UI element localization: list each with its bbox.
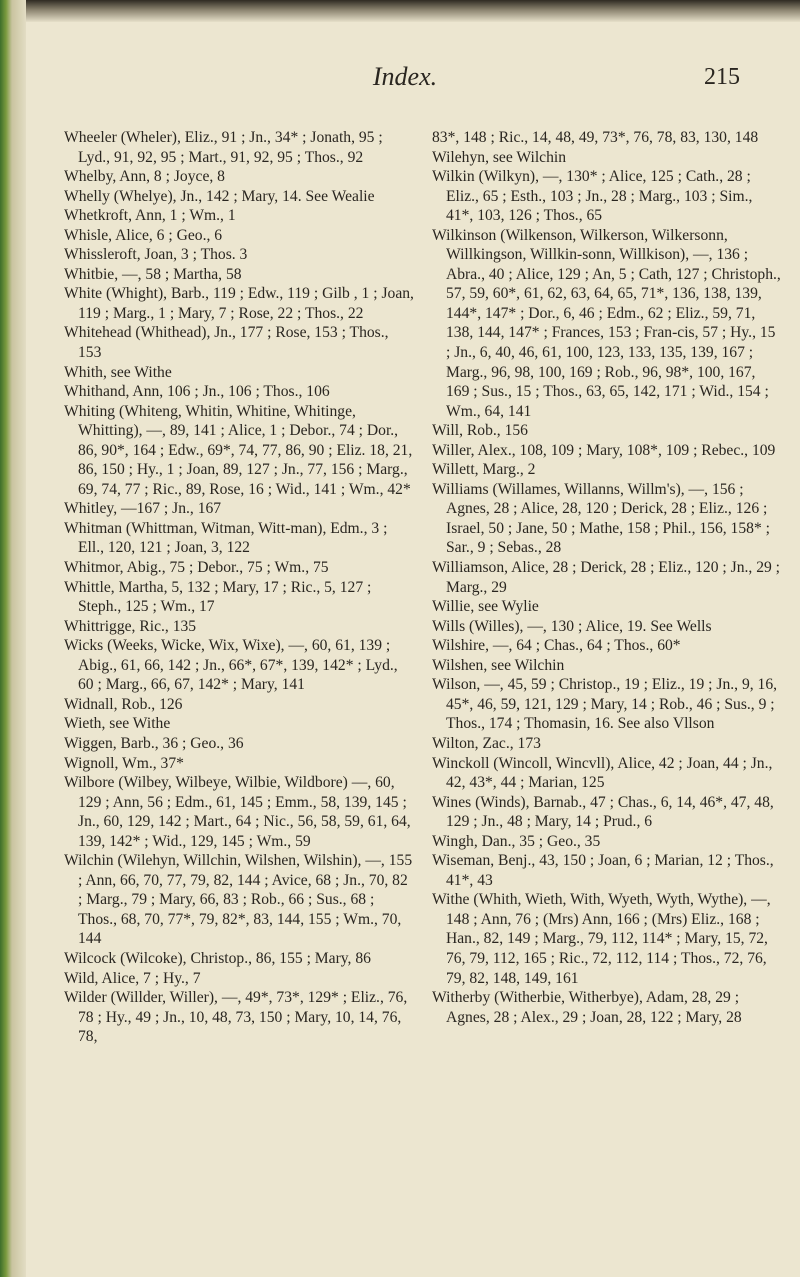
book-binding-edge	[0, 0, 26, 1277]
index-entry: Wieth, see Withe	[64, 715, 171, 733]
index-entry: Whittrigge, Ric., 135	[64, 617, 197, 635]
index-entry: Wilcock (Wilcoke), Christop., 86, 155 ; Mary, 86	[64, 949, 371, 967]
index-entry: Wild, Alice, 7 ; Hy., 7	[64, 969, 201, 987]
index-entry: Winckoll (Wincoll, Wincvll), Alice, 42 ; Joan, 44 ; Jn., 42, 43*, 44 ; Marian, 125	[432, 754, 773, 792]
index-entry: Whittle, Martha, 5, 132 ; Mary, 17 ; Ric., 5, 127 ; Steph., 125 ; Wm., 17	[64, 578, 372, 616]
index-entry: Witherby (Witherbie, Witherbye), Adam, 28, 29 ; Agnes, 28 ; Alex., 29 ; Joan, 28, 122 ; Mary, 28	[432, 989, 742, 1026]
index-entry: Whithand, Ann, 106 ; Jn., 106 ; Thos., 106	[64, 383, 330, 401]
index-entry: Wiseman, Benj., 43, 150 ; Joan, 6 ; Marian, 12 ; Thos., 41*, 43	[432, 852, 774, 889]
index-entry: Widnall, Rob., 126	[64, 695, 183, 713]
index-entry: Wicks (Weeks, Wicke, Wix, Wixe), —, 60, 61, 139 ; Abig., 61, 66, 142 ; Jn., 66*, 67*, 139, 142* ; Lyd., 60 ; Marg., 66, 67, 142* ; Mary, 141	[64, 637, 398, 694]
index-entry: 83*, 148 ; Ric., 14, 48, 49, 73*, 76, 78, 83, 130, 148	[432, 129, 759, 146]
index-entry: Whelly (Whelye), Jn., 142 ; Mary, 14. See Wealie	[64, 187, 375, 205]
index-entry: Whitman (Whittman, Witman, Witt-man), Edm., 3 ; Ell., 120, 121 ; Joan, 3, 122	[64, 519, 388, 557]
page-title: Index.	[372, 62, 438, 91]
index-entry: Wines (Winds), Barnab., 47 ; Chas., 6, 14, 46*, 47, 48, 129 ; Jn., 48 ; Mary, 14 ; Prud., 6	[432, 793, 774, 831]
page-header	[70, 58, 740, 98]
index-entry: Wilton, Zac., 173	[432, 734, 541, 752]
index-entry: Wills (Willes), —, 130 ; Alice, 19. See Wells	[432, 617, 712, 635]
index-entry: Wilkin (Wilkyn), —, 130* ; Alice, 125 ; Cath., 28 ; Eliz., 65 ; Esth., 103 ; Jn., 28 ; Marg., 103 ; Sim., 41*, 103, 126 ; Thos., 65	[432, 168, 753, 225]
index-entry: Wilder (Willder, Willer), —, 49*, 73*, 129* ; Eliz., 76, 78 ; Hy., 49 ; Jn., 10, 48, 73, 150 ; Mary, 10, 14, 76, 78,	[64, 989, 408, 1046]
index-entry: Wilkinson (Wilkenson, Wilkerson, Wilkersonn, Willkingson, Willkin-sonn, Willkison), —, 136 ; Abra., 40 ; Alice, 129 ; An, 5 ; Cath, 127 ; Christoph., 57, 59, 60*, 61, 62, 63, 64, 65, 71*, 136, 138, 139, 144*, 147* ; Dor., 6, 46 ; Edm., 62 ; Eliz., 59, 71, 138, 144, 147* ; Frances, 153 ; Fran-cis, 57 ; Hy., 15 ; Jn., 6, 40, 46, 61, 100, 123, 133, 135, 139, 167 ; Marg., 96, 98, 100, 169 ; Rob., 96, 98*, 100, 167, 169 ; Sus., 15 ; Thos., 63, 65, 142, 171 ; Wid., 154 ; Wm., 64, 141	[432, 226, 781, 420]
index-entry: Williamson, Alice, 28 ; Derick, 28 ; Eliz., 120 ; Jn., 29 ; Marg., 29	[432, 559, 781, 596]
index-entry: Wilbore (Wilbey, Wilbeye, Wilbie, Wildbore) —, 60, 129 ; Ann, 56 ; Edm., 61, 145 ; Emm., 58, 139, 145 ; Jn., 60, 129, 142 ; Mart., 64 ; Nic., 56, 58, 59, 61, 64, 139, 142* ; Wid., 129, 145 ; Wm., 59	[64, 774, 411, 850]
index-entry: Wilson, —, 45, 59 ; Christop., 19 ; Eliz., 19 ; Jn., 9, 16, 45*, 46, 59, 121, 129 ; Mary, 14 ; Rob., 46 ; Sus., 9 ; Thos., 174 ; Thomasin, 16. See also Vllson	[432, 676, 778, 733]
page-top-edge	[0, 0, 800, 22]
index-entry: Whissleroft, Joan, 3 ; Thos. 3	[64, 246, 248, 264]
index-entry: Will, Rob., 156	[432, 422, 528, 440]
index-entry: Wheeler (Wheler), Eliz., 91 ; Jn., 34* ; Jonath, 95 ; Lyd., 91, 92, 95 ; Mart., 91, 92, 95 ; Thos., 92	[64, 129, 383, 166]
index-entry: Wingh, Dan., 35 ; Geo., 35	[432, 832, 601, 850]
index-entry: Willer, Alex., 108, 109 ; Mary, 108*, 109 ; Rebec., 109	[432, 441, 776, 459]
index-entry: Whitbie, —, 58 ; Martha, 58	[64, 265, 242, 283]
index-entry: Whitley, —167 ; Jn., 167	[64, 500, 222, 518]
index-entry: Willett, Marg., 2	[432, 461, 536, 479]
index-entry: White (Whight), Barb., 119 ; Edw., 119 ; Gilb , 1 ; Joan, 119 ; Marg., 1 ; Mary, 7 ; Rose, 22 ; Thos., 22	[64, 285, 414, 322]
index-column-right	[432, 128, 782, 1027]
index-entry: Wiggen, Barb., 36 ; Geo., 36	[64, 734, 244, 752]
page-number: 215	[704, 64, 740, 90]
index-entry: Wilshire, —, 64 ; Chas., 64 ; Thos., 60*	[432, 637, 681, 655]
index-entry: Williams (Willames, Willanns, Willm's), —, 156 ; Agnes, 28 ; Alice, 28, 120 ; Derick, 28 ; Eliz., 126 ; Israel, 50 ; Jane, 50 ; Mathe, 158 ; Phil., 156, 158* ; Sar., 9 ; Sebas., 28	[432, 480, 770, 557]
index-entry: Whith, see Withe	[64, 363, 172, 381]
index-entry: Wignoll, Wm., 37*	[64, 754, 184, 772]
index-column-left	[64, 128, 414, 1047]
index-entry: Whetkroft, Ann, 1 ; Wm., 1	[64, 207, 236, 225]
index-entry: Wilshen, see Wilchin	[432, 656, 565, 674]
index-entry: Whitmor, Abig., 75 ; Debor., 75 ; Wm., 75	[64, 559, 329, 577]
index-entry: Wilehyn, see Wilchin	[432, 148, 567, 166]
index-entry: Whitehead (Whithead), Jn., 177 ; Rose, 153 ; Thos., 153	[64, 324, 389, 362]
index-entry: Whiting (Whiteng, Whitin, Whitine, Whitinge, Whitting), —, 89, 141 ; Alice, 1 ; Debor., 74 ; Dor., 86, 90*, 164 ; Edw., 69*, 74, 77, 86, 90 ; Eliz. 18, 21, 86, 150 ; Hy., 1 ; Joan, 89, 127 ; Jn., 77, 156 ; Marg., 69, 74, 77 ; Ric., 89, Rose, 16 ; Wid., 141 ; Wm., 42*	[64, 402, 413, 498]
index-entry: Whisle, Alice, 6 ; Geo., 6	[64, 226, 223, 244]
index-entry: Wilchin (Wilehyn, Willchin, Wilshen, Wilshin), —, 155 ; Ann, 66, 70, 77, 79, 82, 144 ; Avice, 68 ; Jn., 70, 82 ; Marg., 79 ; Mary, 66, 83 ; Rob., 66 ; Sus., 68 ; Thos., 68, 70, 77*, 79, 82*, 83, 144, 155 ; Wm., 70, 144	[64, 852, 413, 948]
index-entry: Willie, see Wylie	[432, 598, 539, 616]
index-entry: Withe (Whith, Wieth, With, Wyeth, Wyth, Wythe), —, 148 ; Ann, 76 ; (Mrs) Ann, 166 ; (Mrs) Eliz., 168 ; Han., 82, 149 ; Marg., 79, 112, 114* ; Mary, 15, 72, 76, 79, 112, 165 ; Ric., 72, 112, 114 ; Thos., 72, 76, 79, 82, 148, 149, 161	[432, 891, 771, 987]
index-entry: Whelby, Ann, 8 ; Joyce, 8	[64, 168, 225, 186]
